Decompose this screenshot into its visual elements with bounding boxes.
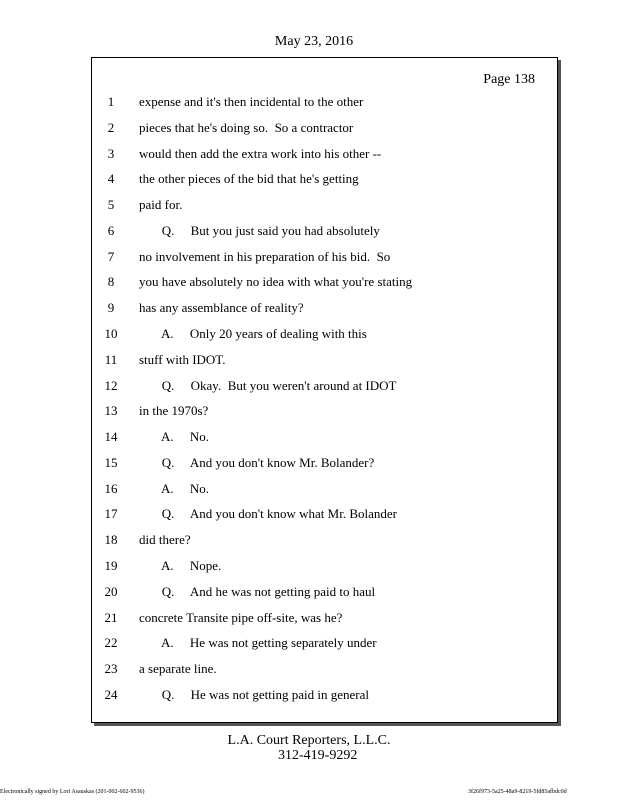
line-number: 4: [107, 171, 115, 187]
line-number: 22: [104, 635, 118, 651]
electronic-signature: Electronically signed by Lori Asauskas (201-002-602-9536): [0, 789, 145, 795]
line-number: 24: [104, 686, 118, 702]
transcript-box: [91, 57, 558, 723]
line-text: stuff with IDOT.: [139, 351, 226, 367]
line-text: paid for.: [139, 197, 183, 213]
line-text: the other pieces of the bid that he's getting: [139, 171, 359, 187]
header-date: May 23, 2016: [274, 34, 354, 49]
line-text: A. No.: [139, 429, 210, 445]
line-text: Q. He was not getting paid in general: [139, 686, 369, 702]
line-number: 9: [107, 300, 115, 316]
line-text: you have absolutely no idea with what you're stating: [139, 274, 413, 290]
line-number: 14: [104, 429, 118, 445]
footer-company: L.A. Court Reporters, L.L.C.: [227, 733, 391, 748]
line-number: 5: [107, 197, 115, 213]
line-text: has any assemblance of reality?: [139, 300, 304, 316]
line-number: 13: [104, 403, 118, 419]
line-text: in the 1970s?: [139, 403, 209, 419]
line-number: 15: [104, 454, 118, 470]
line-text: Q. But you just said you had absolutely: [139, 222, 380, 238]
line-text: no involvement in his preparation of his bid. So: [139, 248, 391, 264]
page-number: Page 138: [483, 72, 535, 87]
line-number: 1: [107, 94, 115, 109]
line-text: expense and it's then incidental to the other: [139, 94, 364, 109]
document-hash: 3f26f973-5a25-48a9-8219-5fd85afbdc0d: [468, 789, 567, 795]
line-number: 21: [104, 609, 118, 625]
line-text: Q. And you don't know Mr. Bolander?: [139, 454, 375, 470]
line-number: 2: [107, 119, 115, 135]
line-text: Q. And he was not getting paid to haul: [139, 583, 376, 599]
line-number: 16: [104, 480, 118, 496]
line-text: A. He was not getting separately under: [139, 635, 377, 651]
line-number: 23: [104, 661, 118, 677]
line-number: 11: [104, 351, 118, 367]
footer-phone: 312-419-9292: [278, 748, 358, 763]
line-number: 7: [107, 248, 115, 264]
line-text: Q. And you don't know what Mr. Bolander: [139, 506, 397, 522]
line-number: 8: [107, 274, 115, 290]
line-number: 18: [104, 532, 118, 548]
line-number: 6: [107, 222, 115, 238]
line-text: A. Only 20 years of dealing with this: [139, 326, 367, 342]
line-number: 17: [104, 506, 118, 522]
line-text: would then add the extra work into his other --: [139, 145, 382, 161]
line-text: concrete Transite pipe off-site, was he?: [139, 609, 343, 625]
line-number: 19: [104, 558, 118, 574]
line-number: 3: [107, 145, 115, 161]
line-text: pieces that he's doing so. So a contractor: [139, 119, 354, 135]
line-text: did there?: [139, 532, 191, 548]
line-text: Q. Okay. But you weren't around at IDOT: [139, 377, 397, 393]
line-text: A. No.: [139, 480, 210, 496]
line-text: a separate line.: [139, 661, 217, 677]
line-number: 12: [104, 377, 118, 393]
line-number: 10: [104, 326, 118, 342]
line-text: A. Nope.: [139, 558, 222, 574]
line-number: 20: [104, 583, 118, 599]
